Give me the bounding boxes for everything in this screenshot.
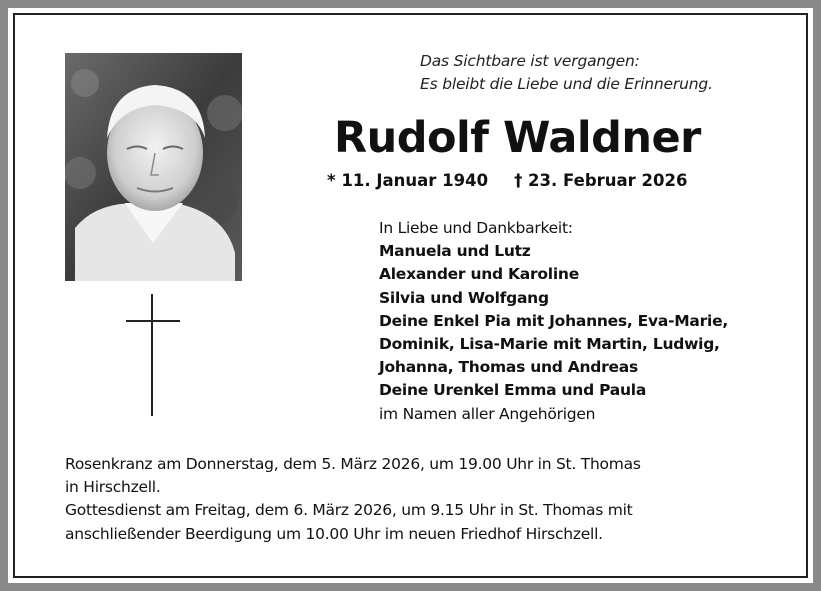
mourners-intro: In Liebe und Dankbarkeit: — [379, 219, 573, 237]
mourner-line: Deine Enkel Pia mit Johannes, Eva-Marie, — [379, 311, 728, 330]
cross-vertical-bar — [151, 294, 153, 416]
mourners-block — [379, 217, 799, 426]
life-dates — [327, 170, 767, 192]
service-line: Rosenkranz am Donnerstag, dem 5. März 2026, um 19.00 Uhr in St. Thomas — [65, 455, 641, 473]
mourner-line: Manuela und Lutz — [379, 242, 531, 261]
quote-line-1: Das Sichtbare ist vergangen: — [420, 52, 640, 70]
mourner-line: Silvia und Wolfgang — [379, 288, 549, 307]
mourner-line: Dominik, Lisa-Marie mit Martin, Ludwig, — [379, 335, 720, 354]
mourner-line: Johanna, Thomas und Andreas — [379, 358, 638, 377]
deceased-name: Rudolf Waldner — [334, 113, 701, 163]
latin-cross-icon — [126, 294, 180, 416]
service-details — [65, 453, 765, 546]
death-date: † 23. Februar 2026 — [514, 171, 688, 190]
service-line: in Hirschzell. — [65, 478, 161, 497]
portrait-photo — [65, 53, 242, 281]
memorial-quote — [420, 50, 790, 96]
birth-date: * 11. Januar 1940 — [327, 171, 489, 190]
mourners-closing: im Namen aller Angehörigen — [379, 404, 596, 423]
cross-horizontal-bar — [126, 320, 180, 322]
service-line: Gottesdienst am Freitag, dem 6. März 2026, um 9.15 Uhr in St. Thomas mit — [65, 501, 633, 520]
mourner-line: Deine Urenkel Emma und Paula — [379, 381, 647, 400]
mourner-line: Alexander und Karoline — [379, 265, 579, 284]
service-line: anschließender Beerdigung um 10.00 Uhr im neuen Friedhof Hirschzell. — [65, 524, 603, 543]
quote-line-2: Es bleibt die Liebe und die Erinnerung. — [420, 75, 713, 93]
